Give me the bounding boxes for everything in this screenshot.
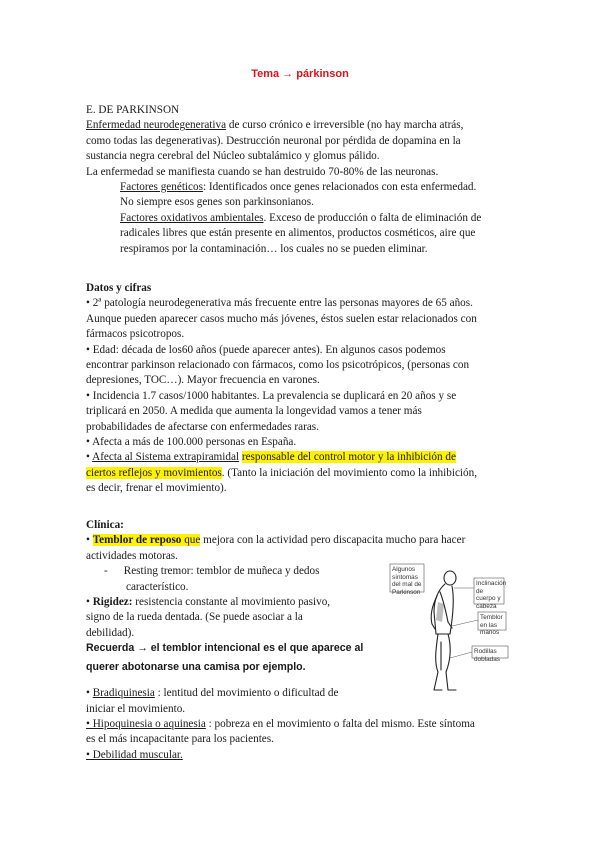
figure-label-title: Algunos síntomas del mal de Parkinson xyxy=(392,566,422,596)
list-item-cont: actividades motoras. xyxy=(86,549,178,562)
list-item: • Bradiquinesia : lentitud del movimiento o dificultad de xyxy=(86,687,339,700)
paragraph-line: respiramos por la contaminación… los cuales no se pueden eliminar. xyxy=(120,242,428,255)
list-item-cont: depresiones, TOC…). Mayor frecuencia en varones. xyxy=(86,374,320,387)
section-data xyxy=(86,281,526,496)
reminder-line: querer abotonarse una camisa por ejemplo. xyxy=(86,661,306,674)
list-item: • 2ª patología neurodegenerativa más frecuente entre las personas mayores de 65 años. xyxy=(86,297,473,310)
reminder-line: Recuerda → el temblor intencional es el que aparece al xyxy=(86,642,364,655)
list-item: • Edad: década de los60 años (puede aparecer antes). En algunos casos podemos xyxy=(86,343,446,356)
paragraph-line: sustancia negra cerebral del Núcleo subtalámico y glomus pálido. xyxy=(86,150,380,163)
figure-label-knees: Rodillas dobladas xyxy=(474,648,500,663)
list-item-cont: signo de la rueda dentada. (Se puede asociar a la xyxy=(86,611,303,624)
list-item-cont: ciertos reflejos y movimientos. (Tanto la iniciación del movimiento como la inhibición, xyxy=(86,466,478,479)
section-heading: E. DE PARKINSON xyxy=(86,104,180,116)
list-item-cont: encontrar parkinson relacionado con fármacos, como los psicotrópicos, (personas con xyxy=(86,358,470,371)
list-item-cont: triplicará en 2050. A medida que aumenta la longevidad vamos a tener más xyxy=(86,405,422,418)
genetic-factors: Factores genéticos: Identificados once genes relacionados con esta enfermedad. xyxy=(120,180,477,193)
list-item-cont: probabilidades de afectarse con enfermedades raras. xyxy=(86,420,319,433)
list-item-cont: fármacos psicotropos. xyxy=(86,328,185,341)
section-heading: Datos y cifras xyxy=(86,282,152,294)
sub-item-cont: característico. xyxy=(126,580,189,593)
oxidative-factors: Factores oxidativos ambientales. Exceso de producción o falta de eliminación de xyxy=(120,211,482,224)
paragraph-line: No siempre esos genes son parkinsonianos. xyxy=(120,196,314,209)
list-item: • Incidencia 1.7 casos/1000 habitantes. La prevalencia se duplicará en 20 años y se xyxy=(86,389,457,402)
list-item: • Temblor de reposo que mejora con la actividad pero discapacita mucho para hacer xyxy=(86,534,466,547)
paragraph-line: La enfermedad se manifiesta cuando se han destruido 70-80% de las neuronas. xyxy=(86,165,439,178)
parkinson-symptoms-figure xyxy=(388,562,528,698)
figure-label-tremor: Temblor en las manos xyxy=(480,614,503,637)
list-item: • Rigidez: resistencia constante al movimiento pasivo, xyxy=(86,595,331,608)
section-heading: Clínica: xyxy=(86,519,124,531)
sub-item: - Resting tremor: temblor de muñeca y dedos xyxy=(104,565,320,578)
list-item: • Debilidad muscular. xyxy=(86,748,183,761)
paragraph-line: radicales libres que están presente en alimentos, productos cosméticos, aire que xyxy=(120,227,476,240)
section-parkinson xyxy=(86,103,526,257)
paragraph-line: Enfermedad neurodegenerativa de curso crónico e irreversible (no hay marcha atrás, xyxy=(86,119,464,132)
list-item: • Afecta a más de 100.000 personas en España. xyxy=(86,435,297,448)
list-item-cont: iniciar el movimiento. xyxy=(86,702,186,715)
page-title: Tema → párkinson xyxy=(251,68,349,80)
list-item: • Afecta al Sistema extrapiramidal responsable del control motor y la inhibición de xyxy=(86,451,456,464)
list-item: • Hipoquinesia o aquinesia : pobreza en el movimiento o falta del mismo. Este síntoma xyxy=(86,717,475,730)
list-item-cont: es decir, frenar el movimiento). xyxy=(86,482,227,495)
list-item-cont: Aunque pueden aparecer casos mucho más jóvenes, éstos suelen estar relacionados con xyxy=(86,312,477,325)
list-item-cont: debilidad). xyxy=(86,626,135,639)
paragraph-line: como todas las degenerativas). Destrucción neuronal por pérdida de dopamina en la xyxy=(86,134,461,147)
figure-label-posture: Inclinación de cuerpo y cabeza xyxy=(476,580,507,610)
list-item-cont: es el más incapacitante para los pacientes. xyxy=(86,733,274,746)
